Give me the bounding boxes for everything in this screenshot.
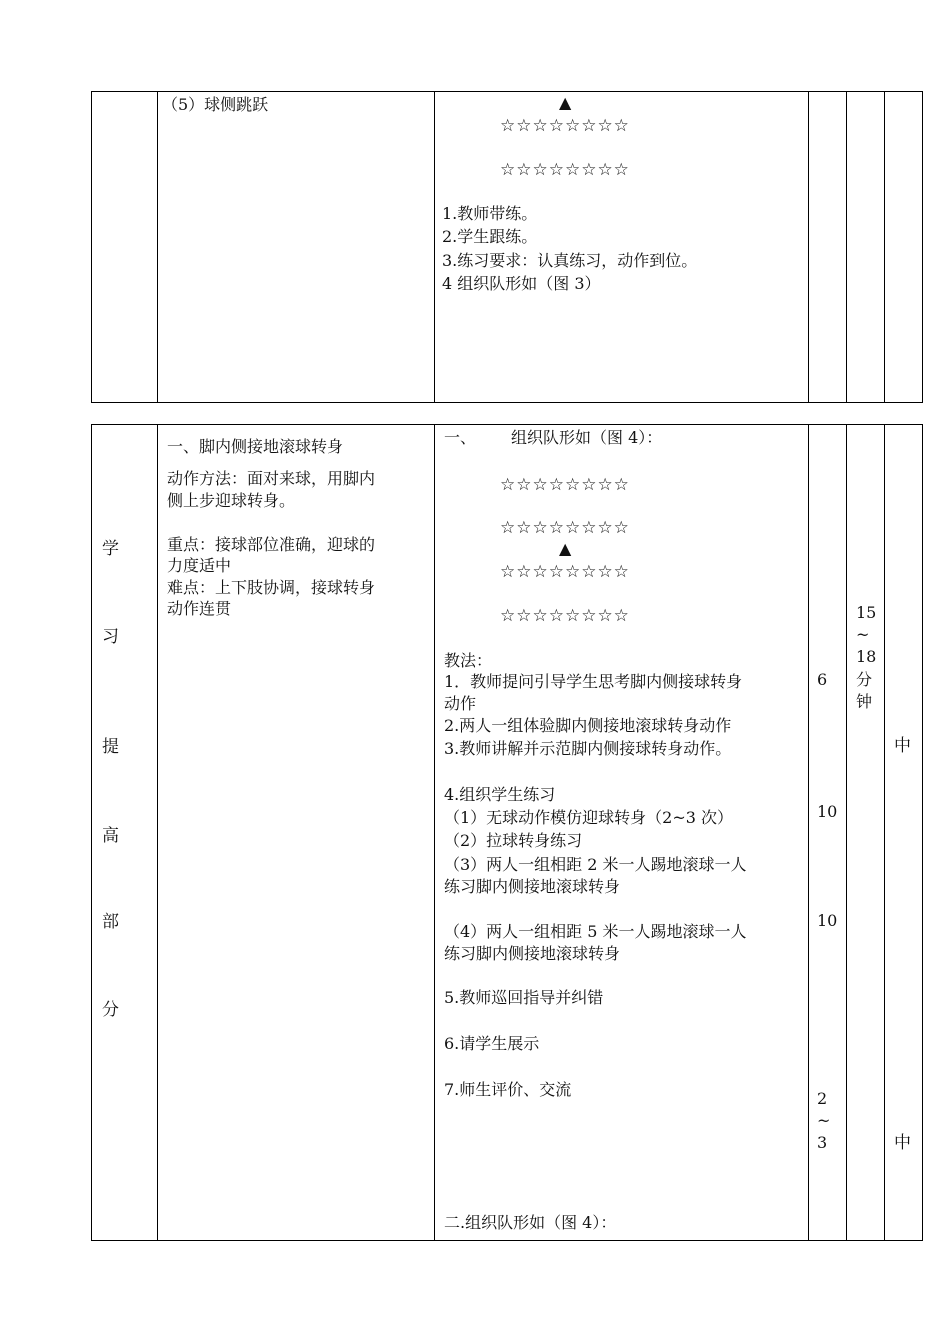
teaching-step: 1．教师提问引导学生思考脚内侧接球转身 [444,672,743,691]
section-label-char: 部 [102,912,119,932]
teaching-step: 二.组织队形如（图 4）： [444,1213,617,1232]
column-divider [808,425,809,1240]
content-key-point: 力度适中 [167,556,232,575]
teaching-step: 3.教师讲解并示范脚内侧接球转身动作。 [444,739,732,758]
teaching-step: 5.教师巡回指导并纠错 [444,988,604,1007]
student-formation-row: ☆☆☆☆☆☆☆☆ [500,116,630,136]
teaching-step: 4.组织学生练习 [444,785,556,804]
section-label-char: 提 [102,737,119,757]
student-formation-row: ☆☆☆☆☆☆☆☆ [500,562,630,582]
intensity-value: 中 [894,736,911,756]
teaching-step: （3）两人一组相距 2 米一人踢地滚球一人 [444,855,747,874]
column-divider [846,92,847,402]
content-difficulty: 难点：上下肢协调，接球转身 [167,578,376,597]
method-line: 3.练习要求：认真练习，动作到位。 [442,251,698,270]
student-formation-row: ☆☆☆☆☆☆☆☆ [500,160,630,180]
column-divider [808,92,809,402]
content-method-line: 动作方法：面对来球，用脚内 [167,469,376,488]
teaching-step: （2）拉球转身练习 [444,831,583,850]
column-divider [157,92,158,402]
method-line: 2.学生跟练。 [442,227,538,246]
teaching-step: （1）无球动作模仿迎球转身（2~3 次） [444,808,734,827]
teaching-step: 练习脚内侧接地滚球转身 [444,944,621,963]
time-value: 钟 [856,692,873,711]
teaching-label: 教法： [444,651,493,670]
time-value: ~ [856,625,870,644]
column-divider [434,425,435,1240]
student-formation-row: ☆☆☆☆☆☆☆☆ [500,475,630,495]
lesson-table-top [91,91,923,403]
teaching-step: 练习脚内侧接地滚球转身 [444,877,621,896]
method-line: 1.教师带练。 [442,204,538,223]
teaching-step: 7.师生评价、交流 [444,1080,572,1099]
content-title: 一、脚内侧接地滚球转身 [167,437,344,456]
teaching-step: 动作 [444,694,477,713]
teaching-step: 2.两人一组体验脚内侧接地滚球转身动作 [444,716,732,735]
teaching-step: 6.请学生展示 [444,1034,540,1053]
teaching-step: （4）两人一组相距 5 米一人踢地滚球一人 [444,922,747,941]
time-value: 18 [856,647,877,666]
section-label-char: 习 [102,627,119,647]
org-heading: 组织队形如（图 4）： [511,428,663,447]
count-value: 10 [817,802,838,821]
teacher-position-icon: ▲ [559,539,572,558]
count-value: 6 [817,670,828,689]
intensity-value: 中 [894,1133,911,1153]
column-divider [157,425,158,1240]
org-heading-number: 一、 [444,428,477,447]
section-label-char: 学 [102,539,119,559]
column-divider [434,92,435,402]
column-divider [884,92,885,402]
section-label-char: 分 [102,1000,119,1020]
content-key-point: 重点：接球部位准确，迎球的 [167,535,376,554]
count-value: ~ [817,1111,831,1130]
student-formation-row: ☆☆☆☆☆☆☆☆ [500,606,630,626]
column-divider [884,425,885,1240]
column-divider [846,425,847,1240]
count-value: 10 [817,911,838,930]
teacher-position-icon: ▲ [559,93,572,112]
student-formation-row: ☆☆☆☆☆☆☆☆ [500,518,630,538]
count-value: 2 [817,1089,828,1108]
content-difficulty: 动作连贯 [167,599,232,618]
time-value: 分 [856,670,873,689]
exercise-content: （5）球侧跳跃 [162,95,269,114]
time-value: 15 [856,603,877,622]
section-label-char: 高 [102,826,119,846]
method-line: 4 组织队形如（图 3） [442,274,601,293]
content-method-line: 侧上步迎球转身。 [167,491,296,510]
count-value: 3 [817,1133,828,1152]
lesson-table-main [91,424,923,1241]
